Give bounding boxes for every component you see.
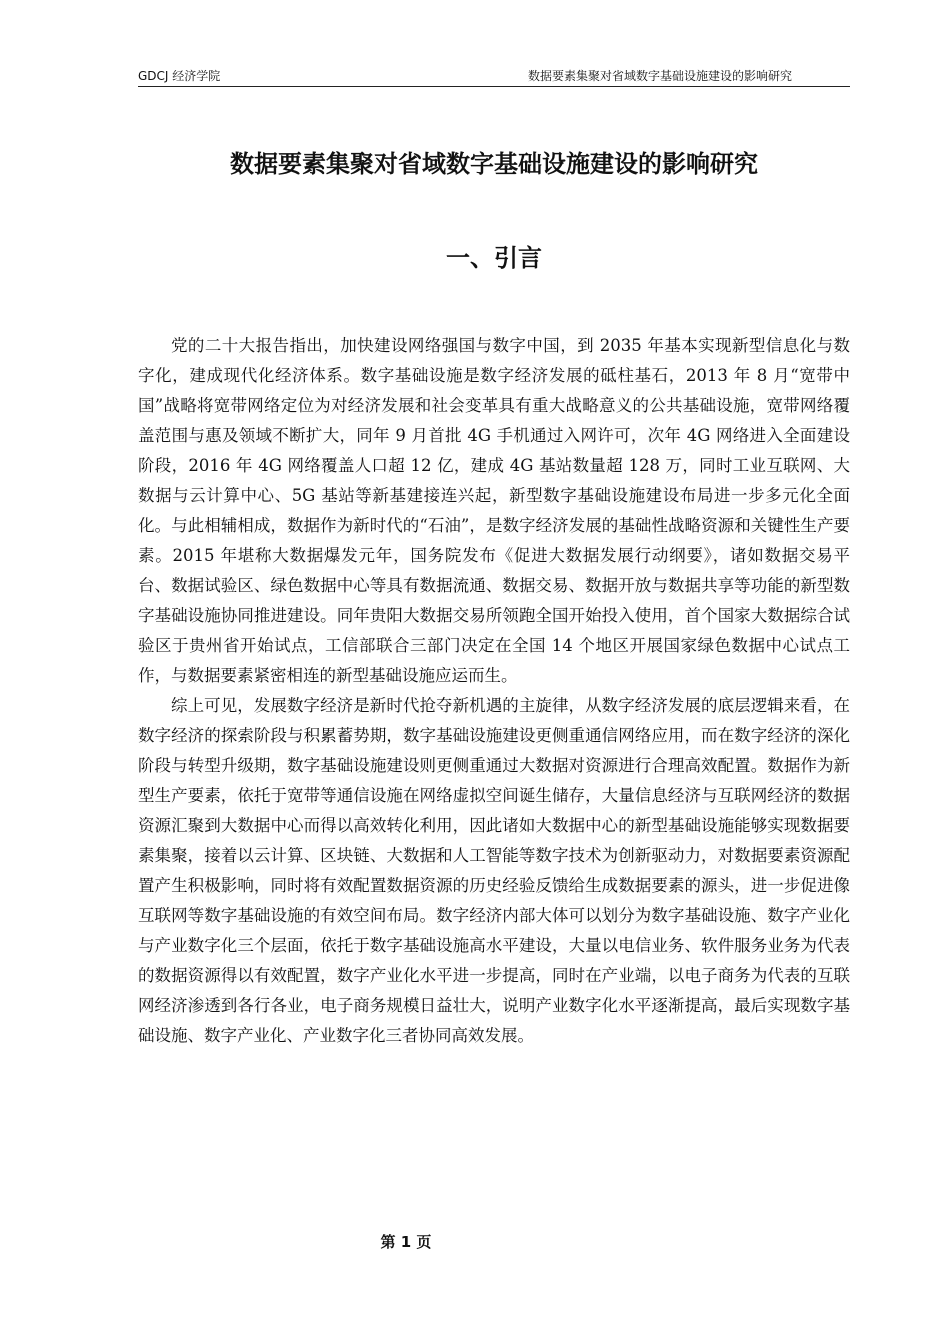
header-running-title: 数据要素集聚对省域数字基础设施建设的影响研究: [527, 69, 792, 83]
document-title: 数据要素集聚对省域数字基础设施建设的影响研究: [230, 150, 758, 178]
paragraph-2: 综上可见，发展数字经济是新时代抢夺新机遇的主旋律，从数字经济发展的底层逻辑来看，在数字经济的探索阶段与积累蓄势期，数字基础设施建设更侧重通信网络应用，而在数字经济的深化阶段与转型升级期，数字基础设施建设则更侧重通过大数据对资源进行合理高效配置。数据作为新型生产要素，依托于宽带等通信设施在网络虚拟空间诞生储存，大量信息经济与互联网经济的数据资源汇聚到大数据中心而得以高效转化利用，因此诸如大数据中心的新型基础设施能够实现数据要素集聚，接着以云计算、区块链、大数据和人工智能等数字技术为创新驱动力，对数据要素资源配置产生积极影响，同时将有效配置数据资源的历史经验反馈给生成数据要素的源头，进一步促进像互联网等数字基础设施的有效空间布局。数字经济内部大体可以划分为数字基础设施、数字产业化与产业数字化三个层面，依托于数字基础设施高水平建设，大量以电信业务、软件服务业务为代表的数据资源得以有效配置，数字产业化水平进一步提高，同时在产业端，以电子商务为代表的互联网经济渗透到各行各业，电子商务规模日益壮大，说明产业数字化水平逐渐提高，最后实现数字基础设施、数字产业化、产业数字化三者协同高效发展。: [138, 696, 850, 1045]
header-institution: GDCJ 经济学院: [138, 69, 221, 83]
running-header: [138, 68, 850, 87]
paragraph-1: 党的二十大报告指出，加快建设网络强国与数字中国，到 2035 年基本实现新型信息化与数字化，建成现代化经济体系。数字基础设施是数字经济发展的砥柱基石，2013 年 8 月“宽带中国”战略将宽带网络定位为对经济发展和社会变革具有重大战略意义的公共基础设施，宽带网络覆盖范围与惠及领域不断扩大，同年 9 月首批 4G 手机通过入网许可，次年 4G 网络进入全面建设阶段，2016 年 4G 网络覆盖人口超 12 亿，建成 4G 基站数量超 128 万，同时工业互联网、大数据与云计算中心、5G 基站等新基建接连兴起，新型数字基础设施建设布局进一步多元化全面化。与此相辅相成，数据作为新时代的“石油”，是数字经济发展的基础性战略资源和关键性生产要素。2015 年堪称大数据爆发元年，国务院发布《促进大数据发展行动纲要》，诸如数据交易平台、数据试验区、绿色数据中心等具有数据流通、数据交易、数据开放与数据共享等功能的新型数字基础设施协同推进建设。同年贵阳大数据交易所领跑全国开始投入使用，首个国家大数据综合试验区于贵州省开始试点，工信部联合三部门决定在全国 14 个地区开展国家绿色数据中心试点工作，与数据要素紧密相连的新型基础设施应运而生。: [138, 336, 850, 685]
section-heading-introduction: 一、引言: [446, 244, 542, 272]
page-number: 第 1 页: [380, 1233, 432, 1251]
body-text: [138, 331, 850, 1051]
